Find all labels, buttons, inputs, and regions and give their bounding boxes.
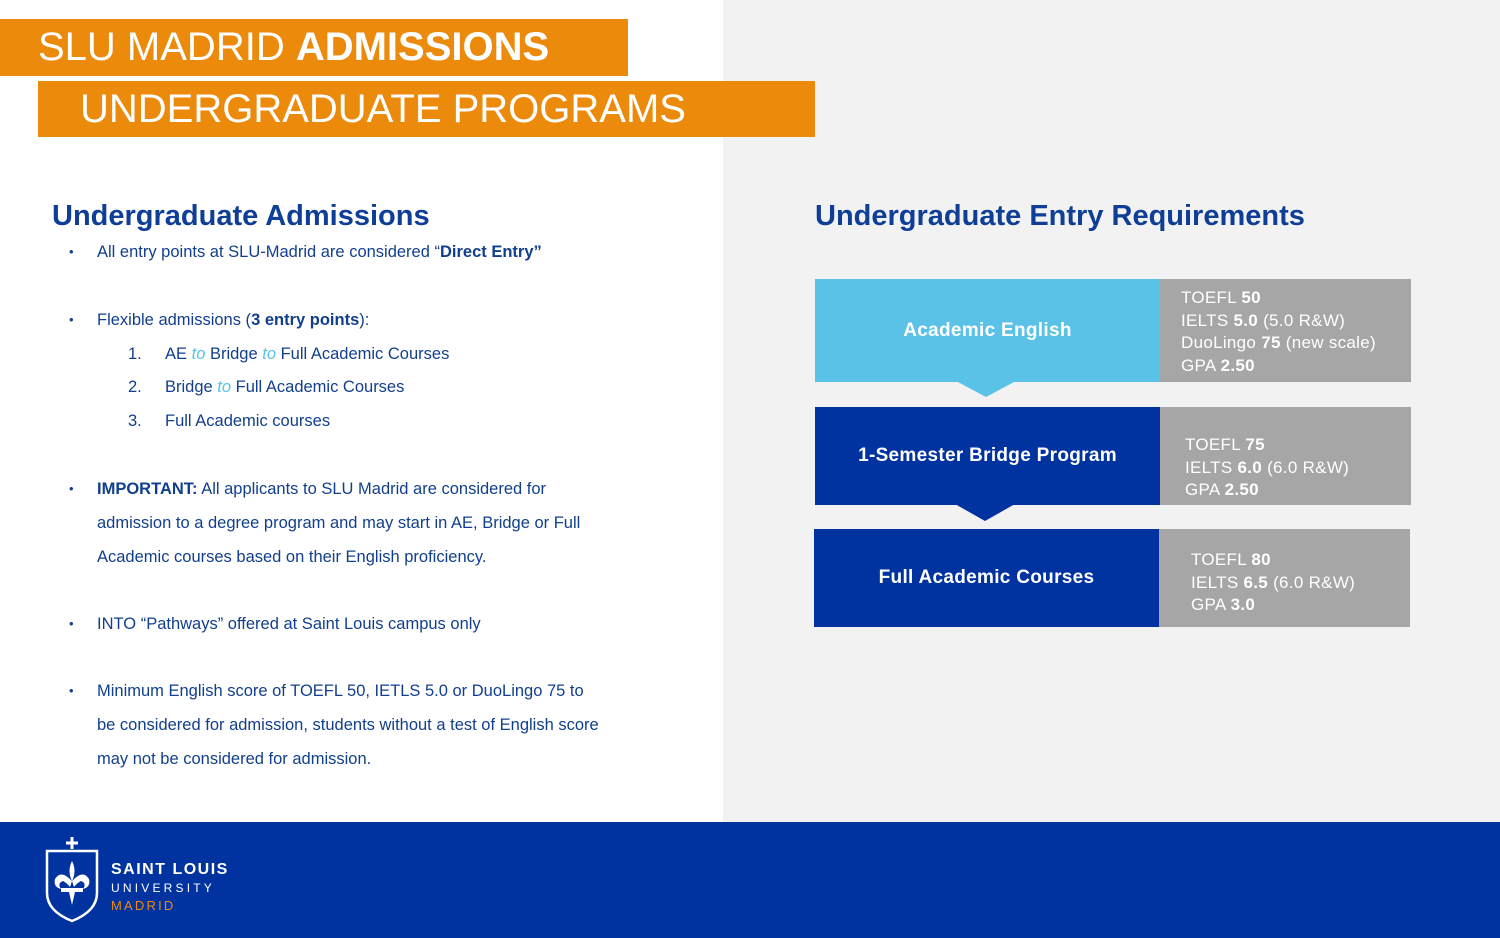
list-number: 2. [128,378,142,396]
scores-full-academic [1159,529,1410,627]
scores-bridge [1160,407,1411,505]
bullet-marker: • [69,616,74,631]
score-label: IELTS [1185,457,1238,477]
bullet-line-1: Minimum English score of TOEFL 50, IETLS 5.0 or DuoLingo 75 to [97,682,584,700]
bullet-text: Flexible admissions ( [97,311,252,329]
score-value: 75 [1261,333,1281,353]
bullet-bold-text: 3 entry points [251,311,360,329]
score-value: 2.50 [1220,356,1255,376]
score-label: IELTS [1181,310,1234,330]
score-label: GPA [1181,356,1221,376]
bullet-marker: • [69,683,74,698]
fleur-de-lis-crest-icon [43,835,101,923]
score-ielts [1191,572,1355,595]
score-gpa [1191,594,1355,617]
entry-point-1 [128,344,450,364]
to-connector: to [262,345,277,363]
score-value: 6.5 [1243,572,1269,592]
title-banner [0,19,628,76]
bullet-minimum-score [69,674,599,776]
score-toefl [1185,434,1349,457]
score-label: GPA [1185,480,1225,500]
entry-point-3 [128,411,331,431]
score-value: 3.0 [1230,595,1256,615]
score-note: (5.0 R&W) [1258,310,1346,330]
logo-madrid: MADRID [111,898,176,913]
score-value: 50 [1241,288,1261,307]
bullet-text: All entry points at SLU-Madrid are considered “ [97,243,440,261]
score-ielts [1181,310,1376,333]
score-duolingo [1181,332,1376,355]
bullet-important [69,472,581,574]
entry-point-2 [128,377,405,397]
score-label: DuoLingo [1181,333,1262,353]
footer-bar [0,822,1500,938]
bullet-line-3: may not be considered for admission. [97,750,372,768]
entry-text: AE [165,345,192,363]
bullet-text: All applicants to SLU Madrid are considered for [197,480,547,498]
score-label: TOEFL [1181,288,1242,307]
list-number: 3. [128,412,142,430]
logo-saint-louis: SAINT LOUIS [111,861,229,878]
entry-text: Full Academic Courses [231,378,405,396]
bullet-line-1 [97,472,580,506]
score-label: TOEFL [1185,435,1246,454]
bullet-line-2: be considered for admission, students without a test of English score [97,716,599,734]
score-label: TOEFL [1191,550,1252,569]
important-label: IMPORTANT: [97,480,198,498]
score-value: 80 [1251,550,1271,569]
score-label: GPA [1191,595,1231,615]
admissions-heading: Undergraduate Admissions [52,200,430,232]
bullet-marker: • [69,312,74,327]
score-note: (6.0 R&W) [1262,457,1350,477]
score-value: 5.0 [1233,310,1259,330]
score-toefl [1191,549,1355,572]
entry-text: Full Academic courses [165,412,331,430]
bullet-line-2: admission to a degree program and may start in AE, Bridge or Full [97,514,581,532]
down-arrow-icon [955,504,1015,521]
to-connector: to [191,345,206,363]
score-value: 6.0 [1237,457,1263,477]
score-gpa [1185,479,1349,502]
banner-title [38,23,549,71]
bullet-marker: • [69,481,74,496]
score-label: IELTS [1191,572,1244,592]
bullet-marker: • [69,244,74,259]
banner-title-bold: ADMISSIONS [295,25,550,69]
bullet-into-pathways [69,614,481,634]
bullet-line-3: Academic courses based on their English proficiency. [97,548,487,566]
score-ielts [1185,457,1349,480]
subtitle-banner [38,81,815,137]
bullet-text: INTO “Pathways” offered at Saint Louis campus only [97,615,481,633]
entry-text: Full Academic Courses [276,345,450,363]
entry-text: Bridge [165,378,218,396]
score-value: 2.50 [1224,480,1259,500]
entry-text: Bridge [205,345,263,363]
bullet-text-end: ): [359,311,370,329]
down-arrow-icon [956,381,1016,397]
score-value: 75 [1245,435,1265,454]
scores-academic-english [1160,279,1411,382]
list-number: 1. [128,345,142,363]
score-gpa [1181,355,1376,378]
requirements-heading: Undergraduate Entry Requirements [815,200,1305,232]
university-logo-text [111,860,229,916]
program-academic-english: Academic English [815,279,1160,382]
bullet-bold-text: Direct Entry” [440,243,542,261]
score-toefl [1181,287,1376,310]
score-note: (new scale) [1280,333,1376,353]
banner-title-regular: SLU MADRID [38,25,296,69]
program-full-academic: Full Academic Courses [814,529,1159,627]
banner-subtitle: UNDERGRADUATE PROGRAMS [80,87,686,131]
to-connector: to [217,378,232,396]
bullet-flexible-admissions [69,310,370,330]
score-note: (6.0 R&W) [1268,572,1356,592]
logo-university: UNIVERSITY [111,881,216,895]
bullet-direct-entry [69,242,542,262]
program-bridge: 1-Semester Bridge Program [815,407,1160,505]
